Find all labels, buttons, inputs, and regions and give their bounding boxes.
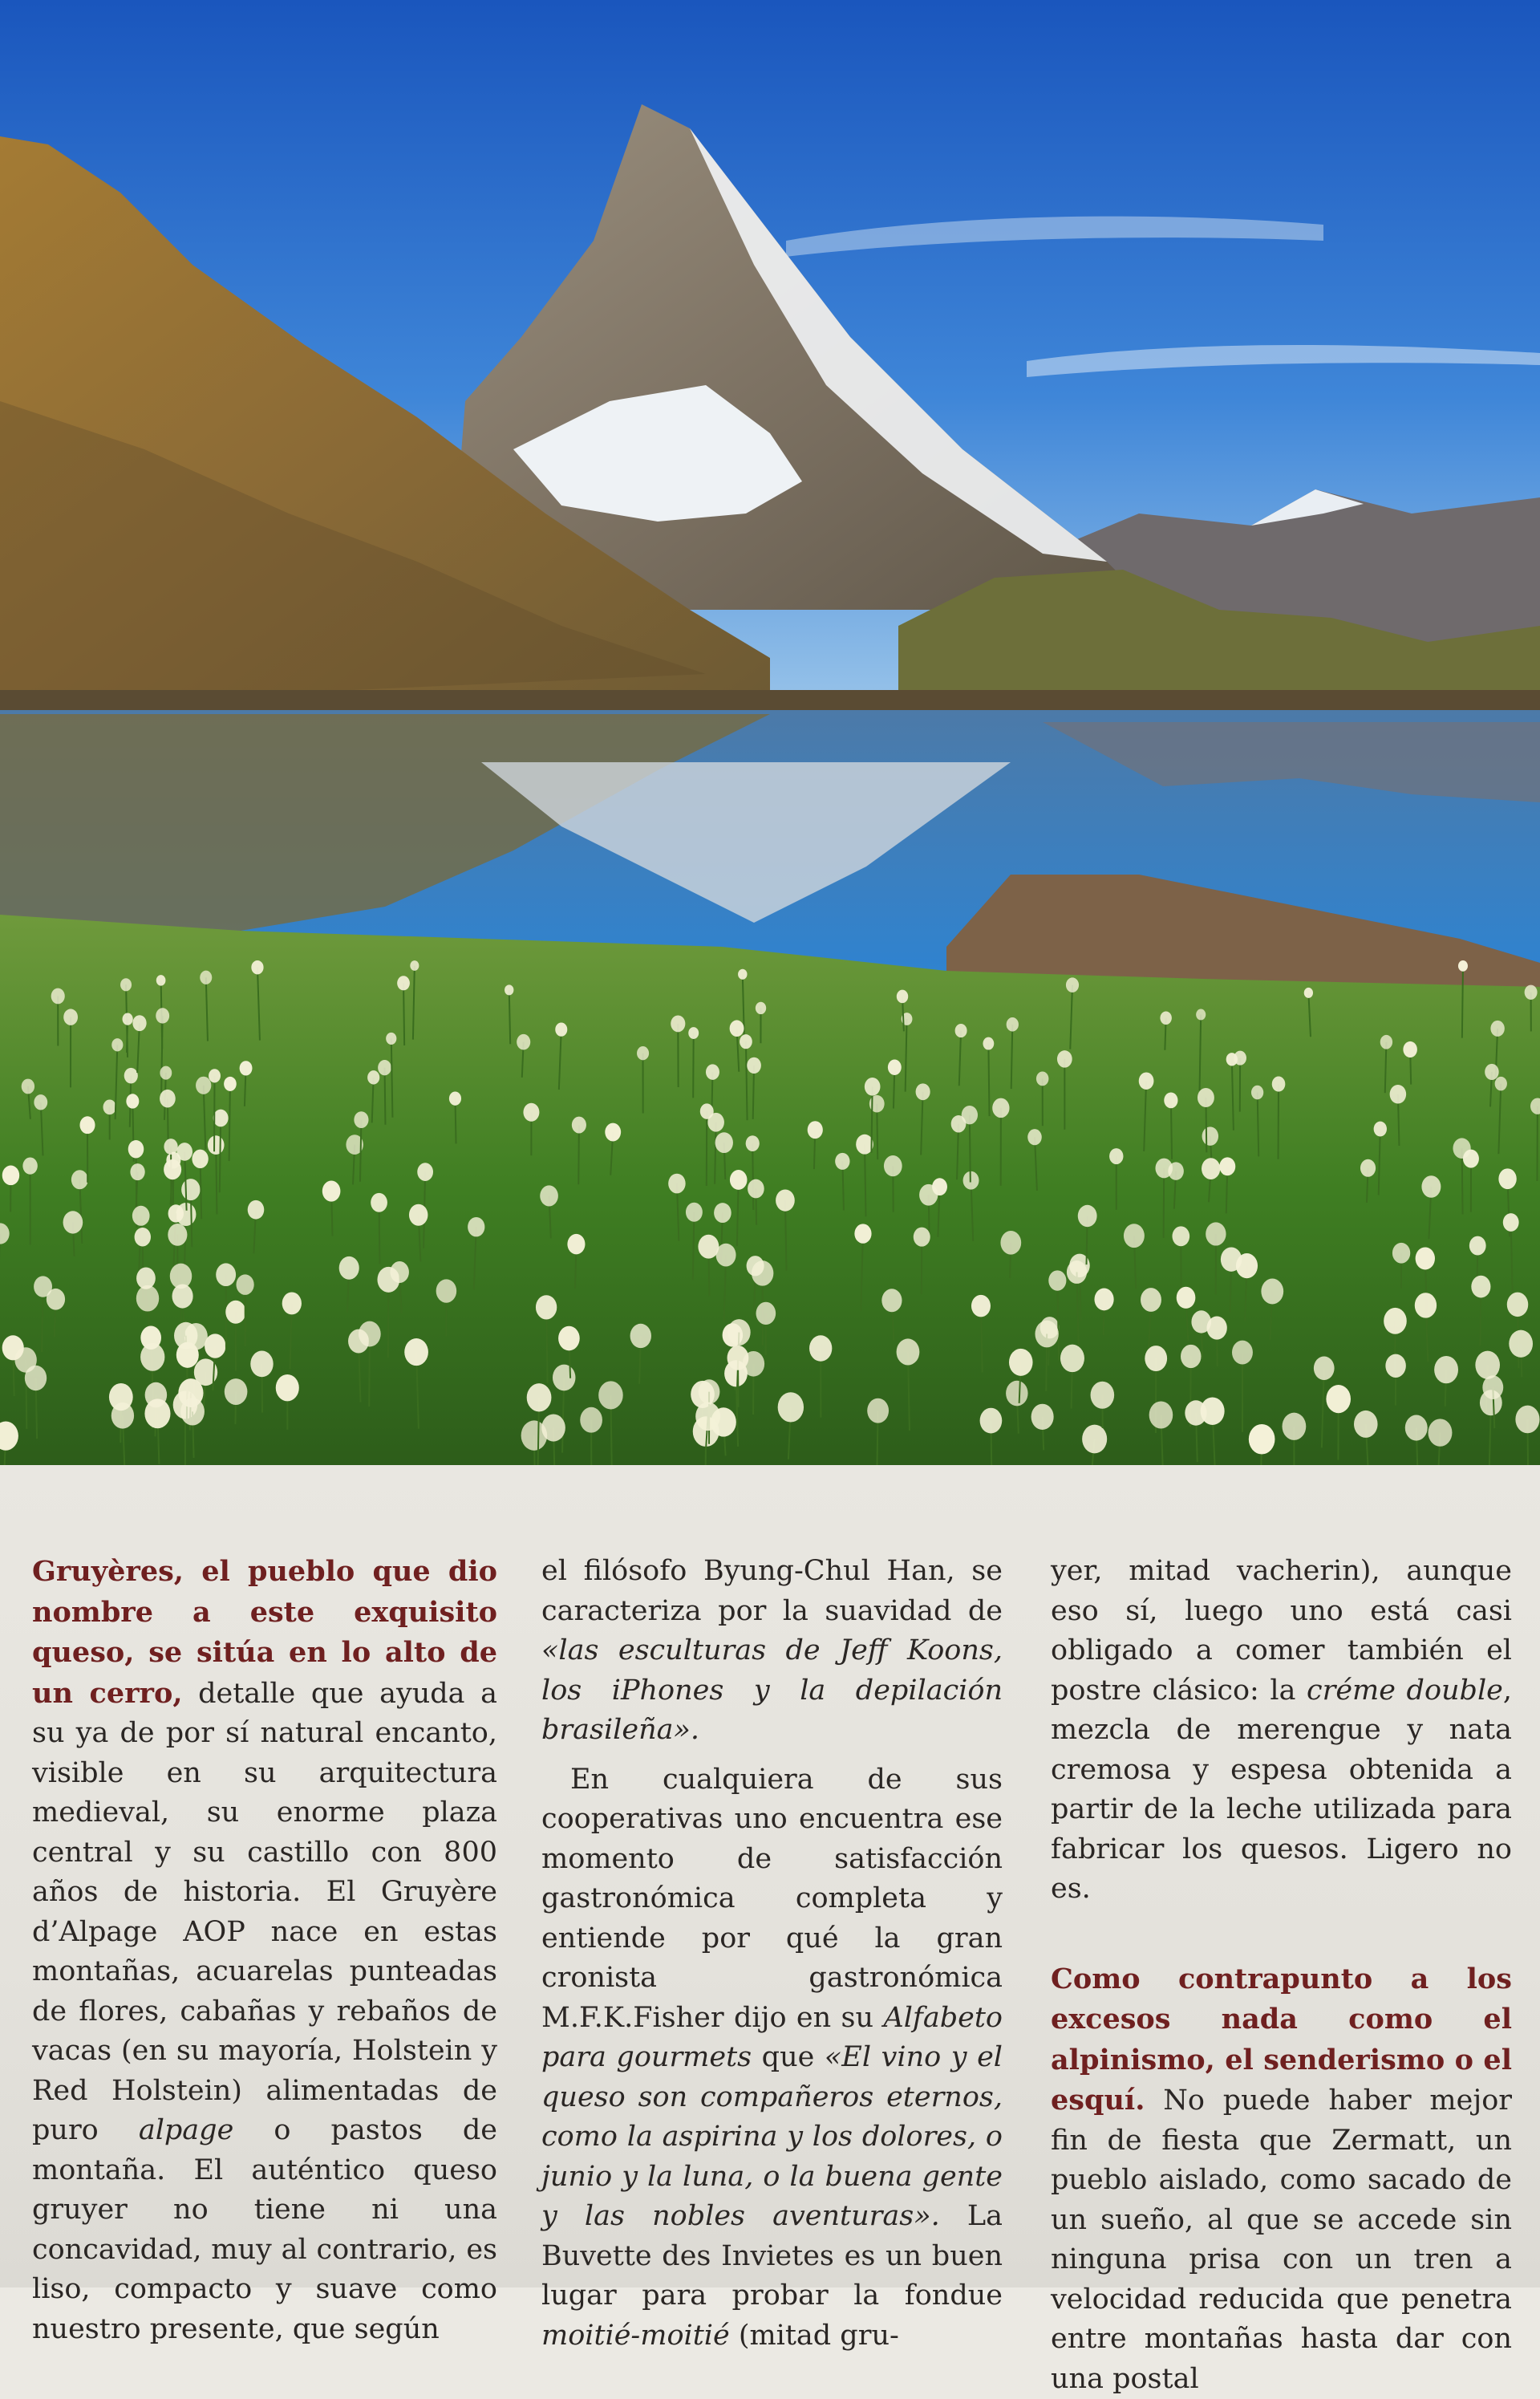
cotton-grass-tuft <box>367 1070 379 1084</box>
grass-stem <box>1164 1168 1165 1238</box>
cotton-grass-tuft <box>1385 1354 1405 1378</box>
cotton-grass-tuft <box>932 1178 947 1195</box>
cotton-grass-tuft <box>1507 1293 1528 1317</box>
cotton-grass-tuft <box>740 1034 752 1049</box>
cotton-grass-tuft <box>181 1179 200 1200</box>
cotton-grass-tuft <box>248 1200 265 1220</box>
cotton-grass-tuft <box>572 1117 586 1134</box>
cotton-grass-tuft <box>1314 1356 1335 1380</box>
cotton-grass-tuft <box>1027 1129 1042 1145</box>
cotton-grass-tuft <box>1354 1411 1378 1438</box>
cotton-grass-tuft <box>132 1015 146 1031</box>
cotton-grass-tuft <box>756 1302 776 1325</box>
cotton-grass-tuft <box>716 1244 736 1267</box>
cotton-grass-tuft <box>1232 1341 1253 1365</box>
cotton-grass-tuft <box>1482 1375 1503 1399</box>
cotton-grass-tuft <box>867 1398 889 1423</box>
cotton-grass-tuft <box>1360 1159 1376 1177</box>
cotton-grass-tuft <box>2 1166 19 1186</box>
cotton-grass-tuft <box>1503 1213 1519 1232</box>
cotton-grass-tuft <box>1007 1017 1019 1032</box>
cotton-grass-tuft <box>505 984 513 995</box>
cotton-grass-tuft <box>132 1206 150 1226</box>
cotton-grass-tuft <box>1272 1077 1286 1092</box>
cotton-grass-tuft <box>1198 1088 1214 1107</box>
cotton-grass-tuft <box>1234 1051 1246 1066</box>
cotton-grass-tuft <box>1181 1345 1202 1368</box>
cotton-grass-tuft <box>176 1342 199 1368</box>
cotton-grass-tuft <box>686 1203 703 1222</box>
cotton-grass-tuft <box>1490 1021 1504 1037</box>
cotton-grass-tuft <box>1428 1419 1452 1446</box>
cotton-grass-tuft <box>251 960 263 975</box>
cotton-grass-tuft <box>1384 1308 1407 1334</box>
cotton-grass-tuft <box>897 990 908 1004</box>
grass-stem <box>220 1118 221 1192</box>
cotton-grass-tuft <box>250 1351 273 1378</box>
text-run: (mitad gru- <box>730 2320 899 2352</box>
cotton-grass-tuft <box>449 1091 461 1105</box>
grass-stem <box>1462 966 1463 1038</box>
cotton-grass-tuft <box>176 1143 192 1161</box>
cotton-grass-tuft <box>1172 1226 1189 1246</box>
cotton-grass-tuft <box>727 1346 749 1370</box>
cotton-grass-tuft <box>1196 1009 1206 1021</box>
cotton-grass-tuft <box>168 1204 184 1222</box>
italic-term: alpage <box>139 2114 233 2146</box>
cotton-grass-tuft <box>962 1106 978 1124</box>
cotton-grass-tuft <box>688 1027 699 1039</box>
cotton-grass-tuft <box>140 1343 164 1371</box>
cotton-grass-tuft <box>63 1211 83 1233</box>
cotton-grass-tuft <box>34 1094 47 1110</box>
cotton-grass-tuft <box>1141 1288 1161 1312</box>
cotton-grass-tuft <box>916 1083 930 1100</box>
cotton-grass-tuft <box>808 1121 823 1139</box>
cotton-grass-tuft <box>527 1383 552 1411</box>
text-run: yer, mitad vacherin), aunque eso sí, luego uno está casi obligado a comer también el postre clásico: la <box>1051 1555 1512 1707</box>
cotton-grass-tuft <box>1509 1330 1533 1358</box>
cotton-grass-tuft <box>123 1013 133 1025</box>
article-column-3 <box>1051 1552 1512 2399</box>
cotton-grass-tuft <box>700 1103 714 1118</box>
cotton-grass-tuft <box>1403 1041 1417 1057</box>
text-run: el filósofo Byung-Chul Han, se caracteriza por la suavidad de <box>541 1555 1003 1627</box>
cotton-grass-tuft <box>714 1203 732 1223</box>
cotton-grass-tuft <box>1221 1247 1242 1271</box>
cotton-grass-tuft <box>698 1235 719 1259</box>
cotton-grass-tuft <box>809 1335 832 1362</box>
cotton-grass-tuft <box>144 1398 170 1428</box>
cotton-grass-tuft <box>164 1139 177 1155</box>
cotton-grass-tuft <box>192 1150 208 1168</box>
cotton-grass-tuft <box>209 1069 221 1082</box>
cotton-grass-tuft <box>1495 1077 1507 1091</box>
cotton-grass-tuft <box>213 1110 229 1127</box>
cotton-grass-tuft <box>404 1338 428 1366</box>
cotton-grass-tuft <box>540 1185 558 1206</box>
cotton-grass-tuft <box>120 978 132 991</box>
cotton-grass-tuft <box>699 1379 720 1404</box>
cotton-grass-tuft <box>436 1279 457 1302</box>
article-column-1 <box>32 1552 497 2349</box>
cotton-grass-tuft <box>1067 1260 1087 1284</box>
cotton-grass-tuft <box>417 1163 433 1181</box>
italic-term: moitié-moitié <box>541 2320 730 2352</box>
text-run: que <box>752 2041 825 2073</box>
cotton-grass-tuft <box>1374 1122 1387 1137</box>
lead-in: Gruyères, el pueblo que dio nombre a este exquisito queso, se sitúa en lo alto de un cerro, <box>32 1555 497 1710</box>
text-run: La Buvette des Invietes es un buen lugar para probar la fondue <box>541 2200 1003 2312</box>
cotton-grass-tuft <box>992 1098 1009 1118</box>
cotton-grass-tuft <box>156 1008 169 1023</box>
paragraph <box>32 1552 497 2349</box>
cotton-grass-tuft <box>1515 1406 1539 1434</box>
grass-stem <box>970 1115 971 1183</box>
cotton-grass-tuft <box>1453 1138 1470 1159</box>
cotton-grass-tuft <box>637 1046 649 1060</box>
cotton-grass-tuft <box>1416 1247 1435 1269</box>
cotton-grass-tuft <box>1405 1415 1428 1441</box>
cotton-grass-tuft <box>111 1038 123 1051</box>
cotton-grass-tuft <box>236 1274 253 1295</box>
cotton-grass-tuft <box>747 1057 761 1074</box>
italic-quote: «El vino y el queso son compañeros eternos, como la aspirina y los dolores, o junio y la luna, o la buena gente y las nobles aventuras». <box>541 2041 1003 2232</box>
cotton-grass-tuft <box>1498 1168 1516 1189</box>
cotton-grass-tuft <box>160 1066 172 1080</box>
cotton-grass-tuft <box>738 969 747 980</box>
cotton-grass-tuft <box>730 1020 744 1037</box>
lead-in: Como contrapunto a los excesos nada como el alpinismo, el senderismo o el esquí. <box>1051 1963 1512 2117</box>
cotton-grass-tuft <box>1185 1400 1206 1425</box>
paragraph <box>1051 1552 1512 1910</box>
cotton-grass-tuft <box>410 960 419 971</box>
cotton-grass-tuft <box>1304 988 1313 998</box>
cotton-grass-tuft <box>1109 1148 1123 1164</box>
paragraph <box>541 1552 1003 1751</box>
cotton-grass-tuft <box>205 1333 225 1358</box>
cotton-grass-tuft <box>727 1319 751 1346</box>
cotton-grass-tuft <box>354 1111 368 1128</box>
cotton-grass-tuft <box>558 1326 580 1351</box>
cotton-grass-tuft <box>378 1060 391 1075</box>
cotton-grass-tuft <box>980 1408 1003 1434</box>
cotton-grass-tuft <box>371 1193 387 1212</box>
cotton-grass-tuft <box>111 1402 134 1429</box>
cotton-grass-tuft <box>1421 1175 1441 1198</box>
cotton-grass-tuft <box>1485 1064 1498 1080</box>
cotton-grass-tuft <box>126 1094 139 1108</box>
cotton-grass-tuft <box>397 976 410 990</box>
cotton-grass-tuft <box>322 1181 341 1202</box>
cotton-grass-tuft <box>854 1224 871 1243</box>
cotton-grass-tuft <box>553 1365 576 1391</box>
cotton-grass-tuft <box>897 1338 920 1365</box>
cotton-grass-tuft <box>955 1024 967 1037</box>
cotton-grass-tuft <box>748 1179 764 1199</box>
cotton-grass-tuft <box>156 975 166 985</box>
article-column-2 <box>541 1552 1003 2356</box>
cotton-grass-tuft <box>1000 1231 1021 1255</box>
cotton-grass-tuft <box>1066 977 1079 992</box>
cotton-grass-tuft <box>1094 1289 1113 1311</box>
cotton-grass-tuft <box>1082 1425 1107 1454</box>
cotton-grass-tuft <box>216 1263 236 1286</box>
cotton-grass-tuft <box>555 1023 567 1037</box>
cotton-grass-tuft <box>196 1077 211 1094</box>
cotton-grass-tuft <box>103 1099 116 1114</box>
cotton-grass-tuft <box>225 1378 248 1405</box>
cotton-grass-tuft <box>541 1415 565 1442</box>
cotton-grass-tuft <box>51 988 65 1005</box>
cotton-grass-tuft <box>914 1228 930 1247</box>
cotton-grass-tuft <box>79 1116 95 1134</box>
cotton-grass-tuft <box>1471 1276 1490 1298</box>
cotton-grass-tuft <box>971 1295 991 1317</box>
cotton-grass-tuft <box>1458 960 1468 972</box>
cotton-grass-tuft <box>1035 1321 1058 1348</box>
cotton-grass-tuft <box>1202 1126 1218 1146</box>
cotton-grass-tuft <box>200 971 212 984</box>
cotton-grass-tuft <box>180 1398 205 1425</box>
paragraph <box>541 1760 1003 2356</box>
cotton-grass-tuft <box>1261 1279 1283 1305</box>
cotton-grass-tuft <box>668 1174 685 1194</box>
cotton-grass-tuft <box>1160 1011 1171 1025</box>
cotton-grass-tuft <box>208 1135 225 1155</box>
cotton-grass-tuft <box>835 1153 849 1170</box>
cotton-grass-tuft <box>128 1140 144 1158</box>
cotton-grass-tuft <box>1525 985 1538 1000</box>
cotton-grass-tuft <box>339 1256 359 1280</box>
italic-term: créme double <box>1307 1674 1503 1707</box>
cotton-grass-tuft <box>1155 1159 1173 1179</box>
grass-stem <box>693 1033 694 1098</box>
cotton-grass-tuft <box>671 1015 685 1032</box>
cotton-grass-tuft <box>752 1260 773 1285</box>
cotton-grass-tuft <box>224 1077 237 1091</box>
cotton-grass-tuft <box>1057 1050 1072 1068</box>
cotton-grass-tuft <box>409 1204 428 1226</box>
grass-stem <box>385 1068 386 1125</box>
section-gap <box>1051 1910 1512 1959</box>
cotton-grass-tuft <box>523 1103 539 1122</box>
cotton-grass-tuft <box>730 1170 748 1190</box>
cotton-grass-tuft <box>240 1061 253 1075</box>
cotton-grass-tuft <box>1475 1351 1500 1379</box>
cotton-grass-tuft <box>1191 1310 1211 1333</box>
cotton-grass-tuft <box>135 1228 151 1246</box>
cotton-grass-tuft <box>884 1155 902 1176</box>
cotton-grass-tuft <box>1392 1243 1410 1264</box>
cotton-grass-tuft <box>567 1234 585 1254</box>
cotton-grass-tuft <box>1283 1413 1307 1440</box>
cotton-grass-tuft <box>1048 1270 1066 1290</box>
grass-stem <box>403 983 404 1045</box>
cotton-grass-tuft <box>1390 1085 1407 1104</box>
cotton-grass-tuft <box>580 1407 602 1433</box>
cotton-grass-tuft <box>756 1002 766 1014</box>
cotton-grass-tuft <box>25 1366 47 1390</box>
italic-quote: «las esculturas de Jeff Koons, los iPhones y la depilación brasileña». <box>541 1634 1003 1746</box>
grass-stem <box>1171 1100 1172 1159</box>
cotton-grass-tuft <box>605 1123 621 1142</box>
cotton-grass-tuft <box>71 1170 88 1189</box>
text-run: , mezcla de merengue y nata cremosa y espesa obtenida a partir de la leche utilizada para fabricar los quesos. Ligero no es. <box>1051 1674 1512 1906</box>
cotton-grass-tuft <box>1060 1345 1084 1373</box>
cotton-grass-tuft <box>1202 1158 1220 1179</box>
cotton-grass-tuft <box>130 1163 144 1180</box>
grass-stem <box>871 1086 872 1152</box>
cotton-grass-tuft <box>22 1157 37 1174</box>
text-run: No puede haber mejor fin de fiesta que Zermatt, un pueblo aislado, como sacado de un sueño, al que se accede sin ninguna prisa con un tren a velocidad reducida que penetra entre montañas hasta dar con una postal <box>1051 2084 1512 2395</box>
cotton-grass-tuft <box>282 1292 302 1314</box>
cotton-grass-tuft <box>1124 1224 1145 1248</box>
cotton-grass-tuft <box>1206 1222 1226 1245</box>
cotton-grass-tuft <box>1149 1401 1173 1428</box>
cotton-grass-tuft <box>276 1374 299 1401</box>
grass-stem <box>752 1143 753 1210</box>
cotton-grass-tuft <box>1036 1071 1049 1086</box>
cotton-grass-tuft <box>1009 1349 1033 1376</box>
cotton-grass-tuft <box>695 1402 720 1431</box>
cotton-grass-tuft <box>1326 1385 1351 1413</box>
cotton-grass-tuft <box>630 1324 651 1348</box>
cotton-grass-tuft <box>1251 1086 1263 1100</box>
cotton-grass-tuft <box>706 1064 719 1080</box>
text-run: detalle que ayuda a su ya de por sí natural encanto, visible en su arquitectura medieval, su enorme plaza central y su castillo con 800 años de historia. El Gruyère d’Alpage AOP nace en estas montañas, acuarelas punteadas de flores, cabañas y rebaños de vacas (en su mayoría, Holstein y Red Holstein) alimentadas de puro <box>32 1678 497 2147</box>
grass-stem <box>229 1084 230 1161</box>
italic-book-title: Alfabeto para gourmets <box>541 2002 1003 2074</box>
cotton-grass-tuft <box>1031 1404 1054 1430</box>
cotton-grass-tuft <box>1091 1382 1115 1409</box>
cotton-grass-tuft <box>1078 1205 1097 1227</box>
cotton-grass-tuft <box>1434 1356 1458 1383</box>
text-run: o pastos de montaña. El auténtico queso gruyer no tiene ni una concavidad, muy al contrario, es liso, compacto y suave como nuestro presente, que según <box>32 2114 497 2345</box>
cotton-grass-tuft <box>983 1037 994 1050</box>
cotton-grass-tuft <box>136 1285 159 1312</box>
cotton-grass-tuft <box>1469 1236 1486 1256</box>
cotton-grass-tuft <box>865 1078 881 1096</box>
cotton-grass-tuft <box>1249 1424 1275 1455</box>
cotton-grass-tuft <box>536 1295 557 1319</box>
cotton-grass-tuft <box>168 1224 187 1246</box>
cotton-grass-tuft <box>881 1289 902 1312</box>
cotton-grass-tuft <box>468 1217 484 1236</box>
cotton-grass-tuft <box>888 1060 902 1075</box>
cotton-grass-tuft <box>386 1033 396 1045</box>
cotton-grass-tuft <box>124 1068 138 1084</box>
cotton-grass-tuft <box>160 1090 176 1108</box>
cotton-grass-tuft <box>1219 1157 1235 1175</box>
grass-stem <box>216 1145 217 1214</box>
grass-stem <box>988 1044 989 1116</box>
cotton-grass-tuft <box>1177 1287 1196 1309</box>
paragraph <box>1051 1959 1512 2399</box>
cotton-grass-tuft <box>172 1285 193 1309</box>
cotton-grass-tuft <box>1145 1346 1167 1371</box>
cotton-grass-tuft <box>63 1009 78 1025</box>
cotton-grass-tuft <box>1139 1072 1154 1090</box>
grass-stem <box>578 1125 579 1184</box>
cotton-grass-tuft <box>517 1034 530 1050</box>
cotton-grass-tuft <box>598 1381 623 1409</box>
cotton-grass-tuft <box>778 1392 804 1422</box>
cotton-grass-tuft <box>47 1289 65 1310</box>
cotton-grass-tuft <box>225 1301 245 1324</box>
cotton-grass-tuft <box>359 1321 381 1347</box>
cotton-grass-tuft <box>390 1261 408 1283</box>
cotton-grass-tuft <box>1006 1381 1027 1407</box>
cotton-grass-tuft <box>776 1189 795 1211</box>
text-run: En cualquiera de sus cooperativas uno encuentra ese momento de satisfacción gastronómica completa y entiende por qué la gran cronista gastronómica M.F.K.Fisher dijo en su <box>541 1764 1003 2034</box>
cotton-grass-tuft <box>715 1132 733 1153</box>
cotton-grass-tuft <box>746 1135 760 1151</box>
cotton-grass-tuft <box>1380 1035 1392 1049</box>
cotton-grass-tuft <box>164 1159 181 1179</box>
cotton-grass-tuft <box>1164 1092 1177 1108</box>
cotton-grass-tuft <box>1415 1293 1437 1317</box>
cotton-grass-tuft <box>22 1079 34 1094</box>
